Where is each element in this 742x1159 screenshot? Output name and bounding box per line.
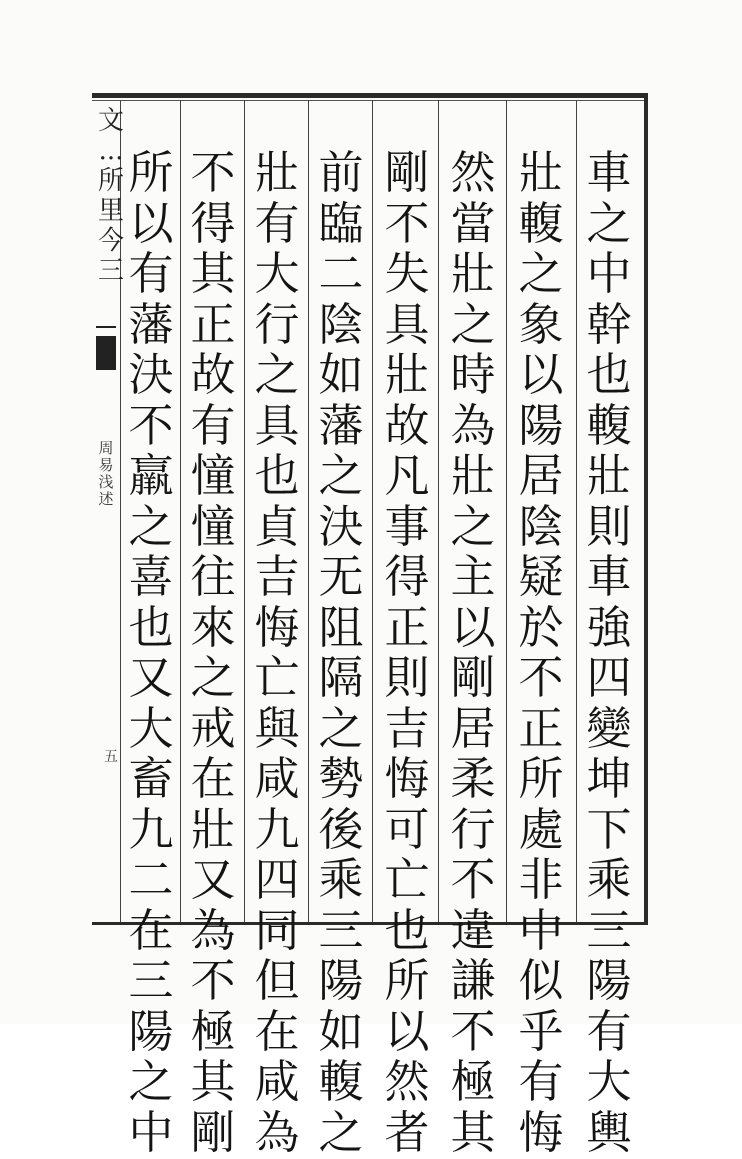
- text-char: 與: [254, 701, 300, 755]
- text-char: 中: [518, 903, 564, 957]
- text-char: 四: [586, 651, 632, 704]
- text-char: 大: [128, 701, 174, 755]
- text-char: 者: [384, 1105, 430, 1159]
- frame-top-inner-border: [92, 100, 648, 101]
- column-rule: [308, 100, 309, 922]
- text-char: 有: [128, 247, 174, 300]
- text-char: 壯: [384, 348, 430, 401]
- text-char: 處: [518, 802, 564, 856]
- text-char: 如: [318, 1004, 364, 1058]
- text-char: 但: [254, 954, 300, 1007]
- text-char: 以: [518, 348, 564, 401]
- text-char: 壯: [586, 449, 632, 502]
- text-char: 剛: [384, 146, 430, 199]
- text-char: 戒: [190, 701, 236, 755]
- text-char: 壯: [190, 802, 236, 856]
- text-char: 悔: [518, 1105, 564, 1159]
- column-rule: [506, 100, 507, 922]
- text-column: [514, 148, 568, 1158]
- text-char: 有: [518, 1055, 564, 1108]
- text-char: 車: [586, 550, 632, 603]
- text-char: 主: [450, 550, 496, 603]
- text-char: 亡: [384, 853, 430, 906]
- text-char: 九: [128, 802, 174, 856]
- title-char: 浅: [98, 473, 114, 491]
- page-number: 五: [104, 749, 118, 765]
- text-column: [582, 148, 636, 1158]
- column-rule: [438, 100, 439, 922]
- text-char: 不: [384, 196, 430, 250]
- text-column: [314, 148, 368, 1158]
- text-char: 乘: [318, 853, 364, 906]
- text-char: 乎: [518, 1004, 564, 1058]
- text-char: 決: [128, 348, 174, 401]
- margin-char: ...: [98, 136, 124, 166]
- margin-top-text: [96, 106, 126, 286]
- text-char: 之: [128, 1055, 174, 1108]
- text-char: 藩: [318, 398, 364, 452]
- text-char: 則: [384, 651, 430, 704]
- text-char: 羸: [128, 449, 174, 502]
- text-column: [250, 148, 304, 1158]
- margin-char: 里: [97, 196, 124, 226]
- text-char: 非: [518, 853, 564, 906]
- text-char: 也: [254, 449, 300, 502]
- text-char: 畜: [128, 752, 174, 805]
- text-char: 不: [518, 651, 564, 704]
- text-char: 行: [450, 802, 496, 856]
- text-char: 在: [254, 1004, 300, 1058]
- text-char: 之: [318, 1105, 364, 1159]
- text-char: 則: [586, 499, 632, 553]
- text-char: 輹: [318, 1055, 364, 1108]
- text-char: 剛: [450, 651, 496, 704]
- text-char: 无: [318, 550, 364, 603]
- column-rule: [576, 100, 577, 922]
- text-char: 之: [586, 196, 632, 250]
- text-char: 故: [384, 398, 430, 452]
- text-char: 隔: [318, 651, 364, 704]
- text-column: [186, 148, 240, 1158]
- text-char: 其: [190, 247, 236, 300]
- text-char: 事: [384, 499, 430, 553]
- text-char: 不: [450, 1004, 496, 1058]
- text-char: 違: [450, 903, 496, 957]
- text-char: 悔: [254, 600, 300, 654]
- title-char: 易: [98, 456, 114, 474]
- text-char: 之: [450, 297, 496, 351]
- text-char: 有: [586, 1004, 632, 1058]
- column-rule: [180, 100, 181, 922]
- text-char: 也: [128, 600, 174, 654]
- frame-top-border: [92, 93, 648, 98]
- margin-char: 所: [97, 166, 124, 196]
- text-char: 後: [318, 802, 364, 856]
- text-char: 下: [586, 802, 632, 856]
- text-char: 乘: [586, 853, 632, 906]
- text-char: 四: [254, 853, 300, 906]
- text-char: 陽: [318, 954, 364, 1007]
- text-char: 柔: [450, 752, 496, 805]
- text-char: 幹: [586, 297, 632, 351]
- text-char: 以: [384, 1004, 430, 1058]
- text-char: 悔: [384, 752, 430, 805]
- text-char: 之: [318, 701, 364, 755]
- text-char: 時: [450, 348, 496, 401]
- text-char: 九: [254, 802, 300, 856]
- text-char: 勢: [318, 752, 364, 805]
- text-char: 之: [128, 499, 174, 553]
- title-char: 述: [98, 490, 114, 508]
- text-char: 決: [318, 499, 364, 553]
- text-char: 二: [318, 247, 364, 300]
- text-char: 之: [518, 247, 564, 300]
- text-char: 車: [586, 146, 632, 199]
- text-char: 有: [190, 398, 236, 452]
- text-char: 又: [190, 853, 236, 906]
- text-char: 如: [318, 348, 364, 401]
- text-char: 也: [384, 903, 430, 957]
- text-char: 得: [190, 196, 236, 250]
- text-char: 三: [586, 903, 632, 957]
- text-char: 剛: [190, 1105, 236, 1159]
- title-char: 周: [98, 439, 114, 457]
- column-rule: [372, 100, 373, 922]
- text-char: 正: [384, 600, 430, 654]
- text-char: 其: [190, 1055, 236, 1108]
- text-char: 然: [384, 1055, 430, 1108]
- text-char: 輹: [586, 398, 632, 452]
- text-char: 為: [190, 903, 236, 957]
- text-char: 之: [190, 651, 236, 704]
- text-char: 壯: [518, 146, 564, 199]
- text-char: 往: [190, 550, 236, 603]
- text-char: 以: [450, 600, 496, 654]
- margin-char: 三: [97, 256, 124, 286]
- text-char: 其: [450, 1105, 496, 1159]
- text-char: 失: [384, 247, 430, 300]
- text-char: 似: [518, 954, 564, 1007]
- text-char: 不: [128, 398, 174, 452]
- text-char: 陰: [518, 499, 564, 553]
- text-char: 正: [190, 297, 236, 351]
- text-char: 輿: [586, 1105, 632, 1159]
- text-char: 為: [450, 398, 496, 452]
- text-char: 以: [128, 196, 174, 250]
- text-char: 來: [190, 600, 236, 654]
- text-char: 二: [128, 853, 174, 906]
- text-char: 疑: [518, 550, 564, 603]
- margin-char: 文: [97, 106, 124, 136]
- text-char: 居: [518, 449, 564, 502]
- text-char: 憧: [190, 449, 236, 502]
- text-char: 壯: [450, 449, 496, 502]
- text-char: 之: [450, 499, 496, 553]
- text-char: 中: [128, 1105, 174, 1159]
- text-column: [124, 148, 178, 1158]
- text-char: 之: [318, 449, 364, 502]
- text-char: 坤: [586, 752, 632, 805]
- text-char: 在: [128, 903, 174, 957]
- text-char: 陽: [586, 954, 632, 1007]
- text-char: 咸: [254, 1055, 300, 1108]
- text-char: 謙: [450, 954, 496, 1007]
- text-char: 象: [518, 297, 564, 351]
- text-char: 憧: [190, 499, 236, 553]
- text-char: 具: [384, 297, 430, 351]
- text-char: 有: [254, 196, 300, 250]
- text-char: 藩: [128, 297, 174, 351]
- text-char: 陰: [318, 297, 364, 351]
- text-char: 吉: [254, 550, 300, 603]
- text-char: 不: [450, 853, 496, 906]
- frame-right-border: [644, 93, 648, 925]
- fishtail-mark: [96, 336, 116, 370]
- text-char: 同: [254, 903, 300, 957]
- text-char: 輹: [518, 196, 564, 250]
- margin-char: 今: [97, 226, 124, 256]
- text-char: 變: [586, 701, 632, 755]
- text-column: [380, 148, 434, 1158]
- text-char: 阻: [318, 600, 364, 654]
- text-char: 中: [586, 247, 632, 300]
- text-char: 三: [128, 954, 174, 1007]
- text-char: 臨: [318, 196, 364, 250]
- text-char: 故: [190, 348, 236, 401]
- text-char: 所: [128, 146, 174, 199]
- text-char: 喜: [128, 550, 174, 603]
- text-char: 又: [128, 651, 174, 704]
- text-char: 大: [586, 1055, 632, 1108]
- text-char: 正: [518, 701, 564, 755]
- text-char: 不: [190, 954, 236, 1007]
- margin-book-title: [96, 440, 116, 508]
- text-char: 陽: [128, 1004, 174, 1058]
- text-char: 貞: [254, 499, 300, 553]
- text-char: 前: [318, 146, 364, 199]
- text-char: 為: [254, 1105, 300, 1159]
- text-char: 吉: [384, 701, 430, 755]
- text-char: 壯: [450, 247, 496, 300]
- text-char: 三: [318, 903, 364, 957]
- text-char: 陽: [518, 398, 564, 452]
- text-char: 凡: [384, 449, 430, 502]
- text-char: 可: [384, 802, 430, 856]
- text-char: 也: [586, 348, 632, 401]
- text-char: 具: [254, 398, 300, 452]
- text-char: 在: [190, 752, 236, 805]
- text-column: [446, 148, 500, 1158]
- text-char: 咸: [254, 752, 300, 805]
- text-char: 極: [190, 1004, 236, 1058]
- text-char: 於: [518, 600, 564, 654]
- text-char: 強: [586, 600, 632, 654]
- text-char: 壯: [254, 146, 300, 199]
- text-char: 所: [384, 954, 430, 1007]
- text-char: 居: [450, 701, 496, 755]
- text-char: 之: [254, 348, 300, 401]
- text-char: 然: [450, 146, 496, 199]
- text-char: 極: [450, 1055, 496, 1108]
- text-char: 行: [254, 297, 300, 351]
- text-char: 亡: [254, 651, 300, 704]
- text-char: 大: [254, 247, 300, 300]
- text-char: 當: [450, 196, 496, 250]
- column-rule: [244, 100, 245, 922]
- text-char: 不: [190, 146, 236, 199]
- text-char: 所: [518, 752, 564, 805]
- fishtail-line: [96, 326, 116, 328]
- text-char: 得: [384, 550, 430, 603]
